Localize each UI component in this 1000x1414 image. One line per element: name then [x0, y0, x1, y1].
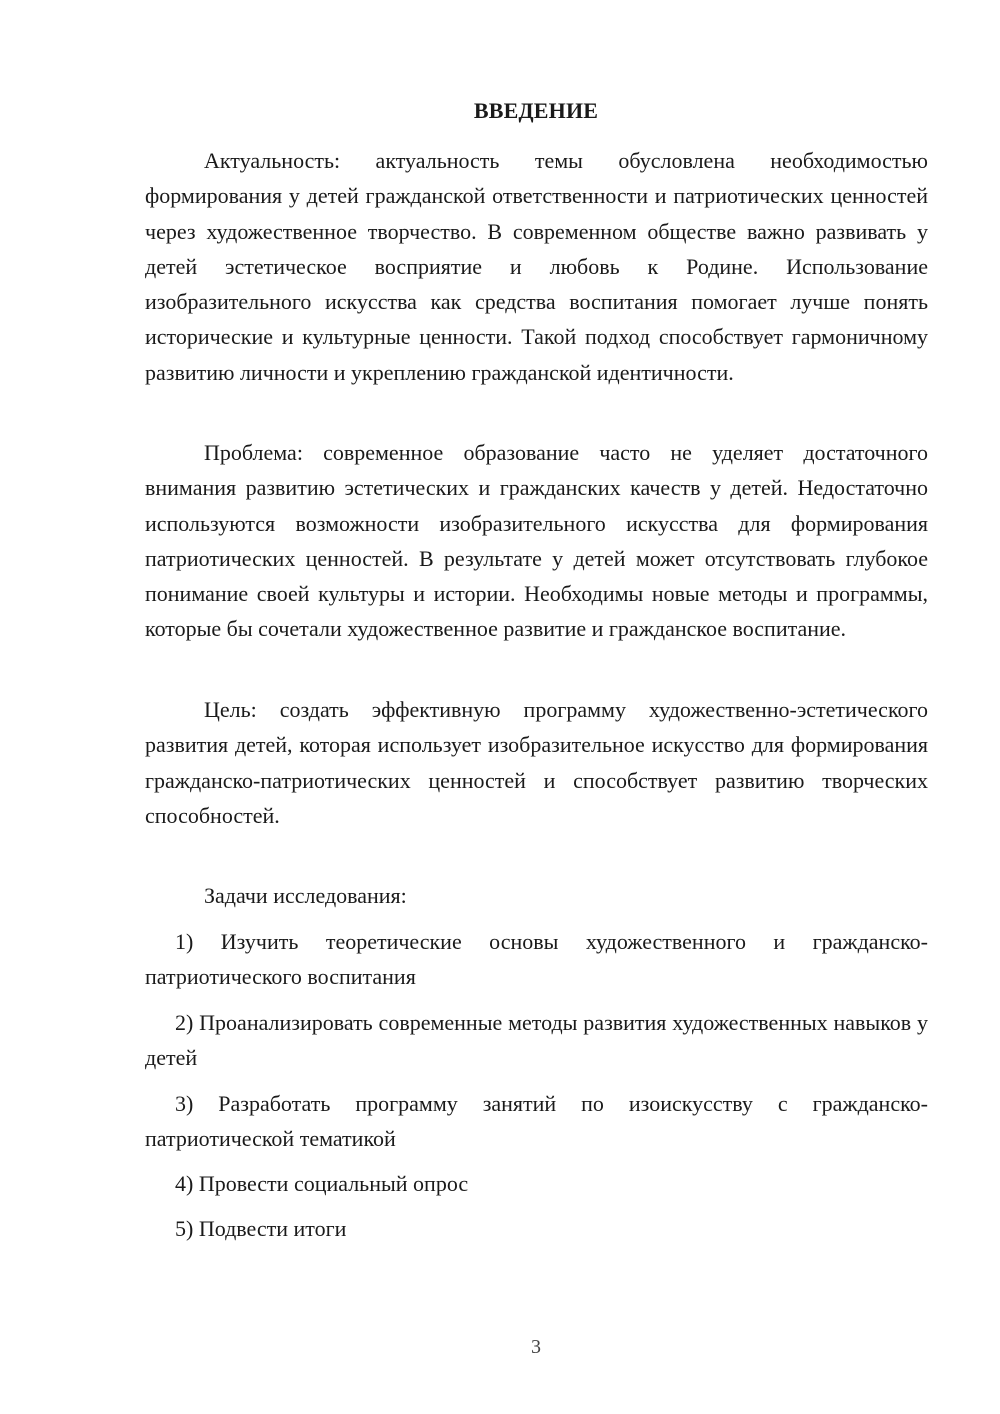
- paragraph-problem: Проблема: современное образование часто не уделяет достаточного внимания развитию эстетических и гражданских качеств у детей. Недостаточно используются возможности изобразительного искусства для формирования патриотических ценностей. В результате у детей может отсутствовать глубокое понимание своей культуры и истории. Необходимы новые методы и программы, которые бы сочетали художественное развитие и гражданское воспитание.: [145, 440, 928, 642]
- paragraph-goal: Цель: создать эффективную программу художественно-эстетического развития детей, которая использует изобразительное искусство для формирования гражданско-патриотических ценностей и способствует развитию творческих способностей.: [145, 697, 928, 828]
- task-item-4: 4) Провести социальный опрос: [175, 1171, 469, 1196]
- tasks-title: Задачи исследования:: [204, 883, 407, 908]
- task-item-1: 1) Изучить теоретические основы художественного и гражданско-патриотического воспитания: [145, 929, 928, 990]
- task-item-5: 5) Подвести итоги: [175, 1216, 347, 1241]
- task-item-3: 3) Разработать программу занятий по изоискусству с гражданско-патриотической тематикой: [145, 1091, 928, 1152]
- page-title: ВВЕДЕНИЕ: [473, 98, 599, 123]
- page-number: 3: [531, 1336, 541, 1358]
- paragraph-relevance: Актуальность: актуальность темы обусловлена необходимостью формирования у детей гражданской ответственности и патриотических ценностей через художественное творчество. В современном обществе важно развивать у детей эстетическое восприятие и любовь к Родине. Использование изобразительного искусства как средства воспитания помогает лучше понять исторические и культурные ценности. Такой подход способствует гармоничному развитию личности и укреплению гражданской идентичности.: [145, 148, 928, 385]
- task-item-2: 2) Проанализировать современные методы развития художественных навыков у детей: [145, 1010, 928, 1071]
